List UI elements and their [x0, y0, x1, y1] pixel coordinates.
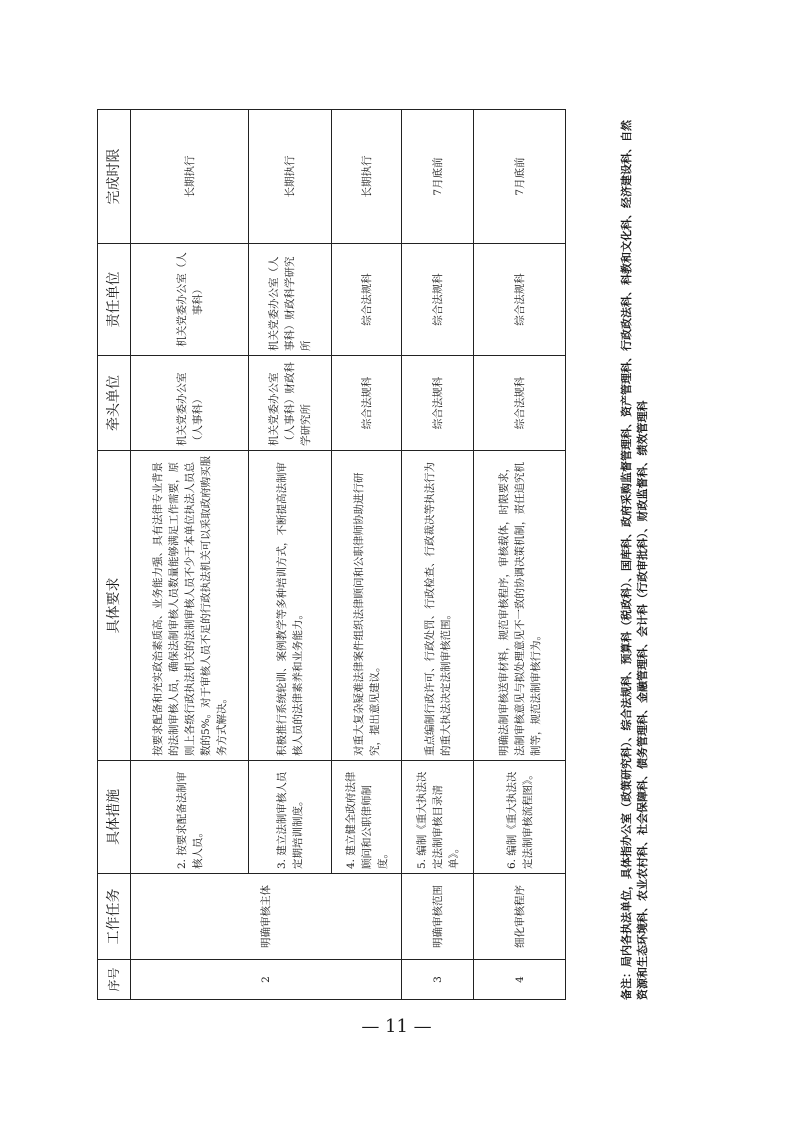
table-row: [131, 110, 249, 1000]
note-text: 局内各执法单位，具体指办公室（政策研究科）、综合法规科、预算科（税政科）、国库科、政府采购监督管理科、资产管理科、行政政法科、科教和文化科、经济建设科、自然资源和生态环境科、农业农村科、社会保障科、债务管理科、金融管理科、会计科（行政审批科）、财政监督科、绩效管理科: [620, 120, 649, 1000]
row-measure: 3. 建立法制审核人员定期培训制度。: [249, 761, 332, 874]
header-seq: 序号: [98, 960, 131, 1000]
table-header-row: [98, 110, 131, 1000]
row-deadline: 7月底前: [474, 110, 566, 244]
row-seq: 4: [474, 960, 566, 1000]
row-responsible: 综合法规科: [332, 244, 402, 356]
header-responsible: 责任单位: [98, 244, 131, 356]
row-responsible: 综合法规科: [474, 244, 566, 356]
row-deadline: 长期执行: [131, 110, 249, 244]
row-measure: 4. 建立健全政府法律顾问和公职律师制度。: [332, 761, 402, 874]
table-row: [474, 110, 566, 1000]
row-lead: 综合法规科: [332, 356, 402, 451]
header-deadline: 完成时限: [98, 110, 131, 244]
row-responsible: 综合法规科: [402, 244, 474, 356]
header-requirement: 具体要求: [98, 451, 131, 761]
row-task: 细化审核程序: [474, 874, 566, 960]
row-seq: 2: [131, 960, 402, 1000]
header-measure: 具体措施: [98, 761, 131, 874]
header-lead: 牵头单位: [98, 356, 131, 451]
task-table: [97, 109, 566, 1000]
row-deadline: 7月底前: [402, 110, 474, 244]
note-label: 备注：: [620, 967, 633, 1000]
table-row: [402, 110, 474, 1000]
row-requirement: 对重大复杂疑难法律案件组织法律顾问和公职律师协助进行研究，提出意见建议。: [332, 451, 402, 761]
row-deadline: 长期执行: [332, 110, 402, 244]
row-lead: 综合法规科: [402, 356, 474, 451]
row-requirement: 明确法制审核送审材料，规范审核程序，审核载体，时限要求，法制审核意见与拟处理意见不一致的协调决策机制，责任追究机制等，规范法制审核行为。: [474, 451, 566, 761]
row-requirement: 重点编制行政许可、行政处罚、行政检查、行政裁决等执法行为的重大执法决定法制审核范围。: [402, 451, 474, 761]
row-requirement: 积极推行系统轮训、案例教学等多种培训方式，不断提高法制审核人员的法律素养和业务能力。: [249, 451, 332, 761]
table-row: [249, 110, 332, 1000]
table-note: [619, 110, 651, 1000]
header-task: 工作任务: [98, 874, 131, 960]
row-responsible: 机关党委办公室（人事科）: [131, 244, 249, 356]
row-requirement: 按要求配备和充实政治素质高、业务能力强、具有法律专业背景的法制审核人员，确保法制审核人员数量能够满足工作需要，原则上各级行政执法机关的法制审核人员不少于本单位执法人员总数的5%。对于审核人员不足的行政执法机关可以采取政府购买服务方式解决。: [131, 451, 249, 761]
page-number: — 11 —: [361, 1016, 432, 1037]
row-seq: 3: [402, 960, 474, 1000]
row-measure: 6. 编制《重大执法决定法制审核流程图》。: [474, 761, 566, 874]
row-measure: 2. 按要求配备法制审核人员。: [131, 761, 249, 874]
row-responsible: 机关党委办公室（人事科）财政科学研究所: [249, 244, 332, 356]
row-task: 明确审核主体: [131, 874, 402, 960]
rotated-table-sheet: [97, 110, 662, 1000]
row-lead: 综合法规科: [474, 356, 566, 451]
row-lead: 机关党委办公室（人事科）财政科学研究所: [249, 356, 332, 451]
table-row: [332, 110, 402, 1000]
row-lead: 机关党委办公室（人事科）: [131, 356, 249, 451]
row-task: 明确审核范围: [402, 874, 474, 960]
row-measure: 5. 编制《重大执法决定法制审核目录清单》。: [402, 761, 474, 874]
row-deadline: 长期执行: [249, 110, 332, 244]
